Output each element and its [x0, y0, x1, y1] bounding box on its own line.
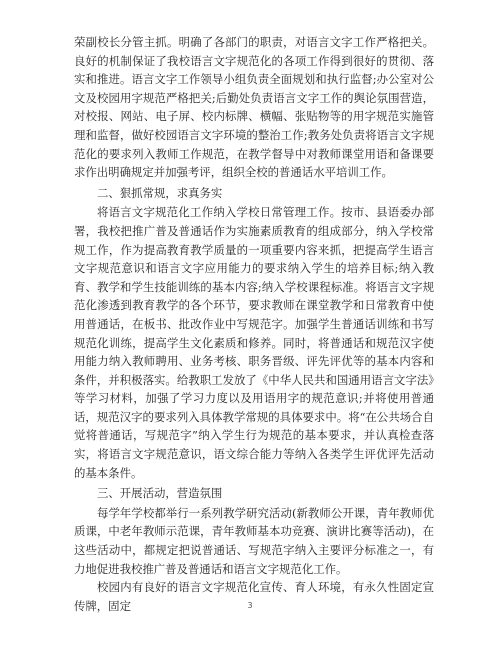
- paragraph-3: 每学年学校都举行一系列教学研究活动(新教师公开课，青年教师优质课，中老年教师示范课，青年教师基本功竞赛、演讲比赛等活动)，在这些活动中，都规定把说普通话、写规范字纳入主要评分标准之一，有力地促进我校推广普及普通话和语言文字规范化工作。: [74, 505, 434, 576]
- paragraph-2: 将语言文字规范化工作纳入学校日常管理工作。按市、县语委办部署，我校把推广普及普通话作为实施素质教育的组成部分，纳入学校常规工作，作为提高教育教学质量的一项重要内容来抓，把提高学生语言文字规范意识和语言文字应用能力的要求纳入学生的培养目标;纳入教育、教学和学生技能训练的基本内容;纳入学校课程标准。将语言文字规范化渗透到教育教学的各个环节，要求教师在课堂教学和日常教育中使用普通话，在板书、批改作业中写规范字。加强学生普通话训练和书写规范化训练，提高学生文化素质和修养。同时，将普通话和规范汉字使用能力纳入教师聘用、业务考核、职务晋级、评先评优等的基本内容和条件，并积极落实。给教职工发放了《中华人民共和国通用语言文字法》等学习材料，加强了学习力度以及用语用字的规范意识;并将使用普通话，规范汉字的要求列入具体教学常规的具体要求中。将“在公共场合自觉将普通话，写规范字”纳入学生行为规范的基本要求，并认真检查落实，将语言文字规范意识，语文综合能力等纳入各类学生评优评先活动的基本条件。: [74, 205, 434, 480]
- paragraph-1: 荣副校长分管主抓。明确了各部门的职责，对语言文字工作严格把关。良好的机制保证了我校语言文字规范化的各项工作得到很好的贯彻、落实和推进。语言文字工作领导小组负责全面规划和执行监督;办公室对公文及校园用字规范严格把关;后勤处负责语言文字工作的舆论氛围营造，对校报、网站、电子屏、校内标牌、横幅、张贴物等的用字规范实施管理和监督，做好校园语言文字环境的整治工作;教务处负责将语言文字规范化的要求列入教师工作规范，在教学督导中对教师课堂用语和备课要求作出明确规定并加强考评，组织全校的普通话水平培训工作。: [74, 35, 434, 180]
- section-heading-2: 二、狠抓常规，求真务实: [97, 185, 223, 200]
- section-heading-3: 三、开展活动，营造氛围: [97, 486, 223, 501]
- paragraph-4: 校园内有良好的语言文字规范化宣传、育人环境，有永久性固定宣传牌，固定: [74, 580, 434, 613]
- page-number: 3: [247, 601, 253, 610]
- document-body: [74, 33, 434, 615]
